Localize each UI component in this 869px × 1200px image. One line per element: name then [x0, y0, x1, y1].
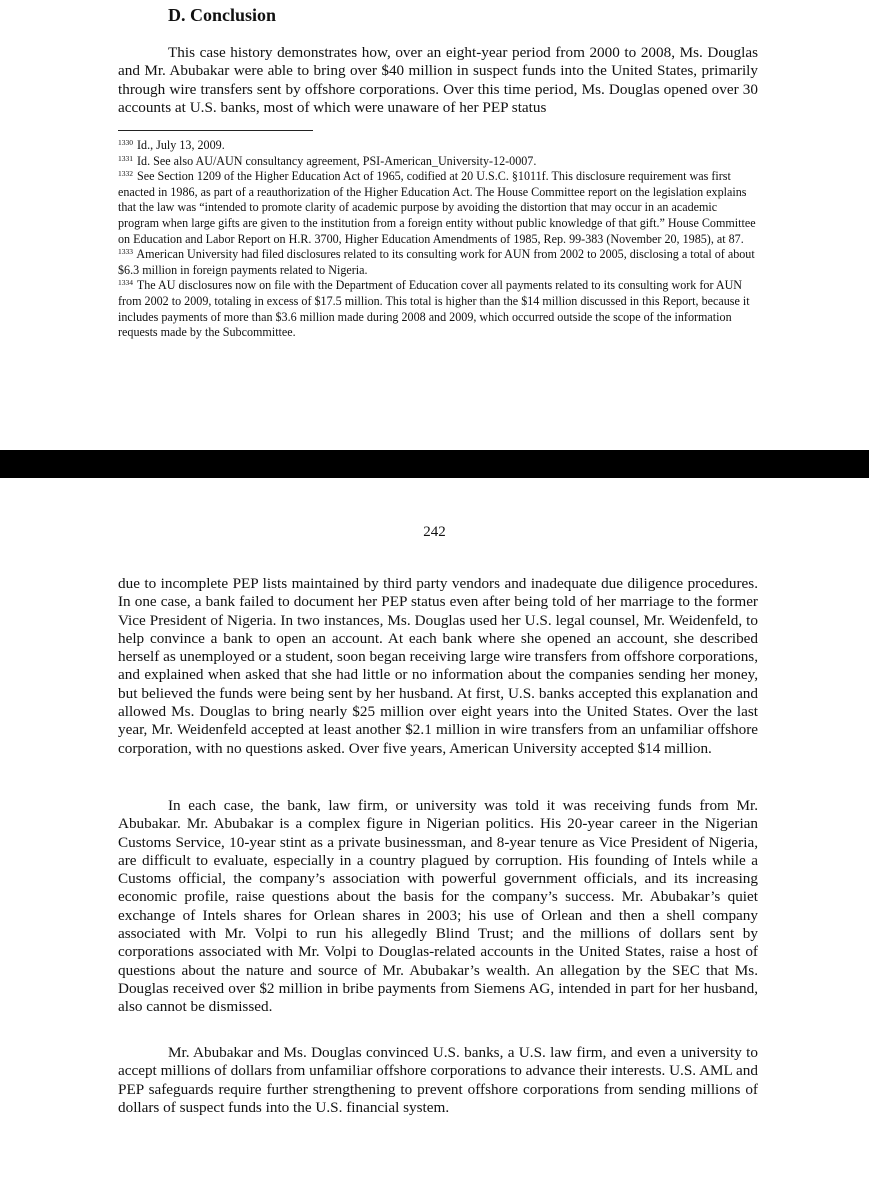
bottom-page	[0, 478, 869, 1200]
body-paragraph: Mr. Abubakar and Ms. Douglas convinced U.S. banks, a U.S. law firm, and even a university to accept millions of dollars from unfamiliar offshore corporations to advance their interests. U.S. AML and PEP safeguards require further strengthening to prevent offshore corporations from sending millions of dollars of suspect funds into the U.S. financial system.	[118, 1044, 758, 1116]
footnote	[118, 247, 758, 278]
footnote-text: American University had filed disclosures related to its consulting work for AUN from 2002 to 2005, disclosing a total of about $6.3 million in foreign payments related to Nigeria.	[118, 247, 755, 277]
footnote-number: 1333	[118, 247, 133, 257]
footnote-text: Id. See also AU/AUN consultancy agreement, PSI-American_University-12-0007.	[137, 153, 537, 168]
footnote	[118, 169, 758, 247]
footnote-text: The AU disclosures now on file with the Department of Education cover all payments related to its consulting work for AUN from 2002 to 2009, totaling in excess of $17.5 million. This total is higher than the $14 million discussed in this Report, because it includes payments of more than $3.6 million made during 2008 and 2009, which occurred outside the scope of the information requests made by the Subcommittee.	[118, 278, 750, 340]
footnote	[118, 278, 758, 340]
footnotes	[118, 138, 758, 341]
footnote-number: 1331	[118, 153, 133, 163]
top-page	[0, 0, 869, 450]
footnote-text: Id., July 13, 2009.	[137, 138, 225, 152]
footnote-number: 1334	[118, 278, 133, 288]
footnote-separator	[118, 130, 313, 131]
footnote	[118, 138, 758, 154]
section-heading: D. Conclusion	[168, 5, 277, 25]
body-paragraph: due to incomplete PEP lists maintained by third party vendors and inadequate due diligence procedures. In one case, a bank failed to document her PEP status even after being told of her marriage to the former Vice President of Nigeria. In two instances, Ms. Douglas used her U.S. legal counsel, Mr. Weidenfeld, to help convince a bank to open an account. At each bank where she opened an account, she described herself as unemployed or a student, soon began receiving large wire transfers from offshore corporations, and explained when asked that she had little or no information about the companies sending her money, but believed the funds were being sent by her husband. At first, U.S. banks accepted this explanation and allowed Ms. Douglas to bring nearly $25 million over eight years into the United States. Over the last year, Mr. Weidenfeld accepted at least another $2.1 million in wire transfers from an unfamiliar offshore corporation, with no questions asked. Over five years, American University accepted $14 million.	[118, 575, 758, 757]
page-number: 242	[423, 524, 446, 540]
footnote	[118, 154, 758, 170]
footnote-text: See Section 1209 of the Higher Education Act of 1965, codified at 20 U.S.C. §1011f. This disclosure requirement was first enacted in 1986, as part of a reauthorization of the Higher Education Act. The House Committee report on the legislation explains that the law was “intended to promote clarity of academic purpose by avoiding the distortion that may occur in an academic program when large gifts are given to the institution from a foreign entity without public knowledge of that gift.” House Committee on Education and Labor Report on H.R. 3700, Higher Education Amendments of 1985, Rep. 99-383 (November 20, 1985), at 87.	[118, 169, 756, 246]
footnote-number: 1332	[118, 169, 133, 179]
body-paragraph: In each case, the bank, law firm, or university was told it was receiving funds from Mr. Abubakar. Mr. Abubakar is a complex figure in Nigerian politics. His 20-year career in the Nigerian Customs Service, 10-year stint as a private businessman, and 8-year tenure as Vice President of Nigeria, are difficult to evaluate, especially in a country plagued by corruption. His founding of Intels while a Customs official, the company’s association with powerful government officials, and its increasing economic profile, raise questions about the basis for the company’s success. Mr. Abubakar’s quiet exchange of Intels shares for Orlean shares in 2003; his use of Orlean and then a shell company associated with Mr. Volpi to run his allegedly Blind Trust; and the millions of dollars sent by corporations associated with Mr. Volpi to Douglas-related accounts in the United States, raise a host of questions about the nature and source of Mr. Abubakar’s wealth. An allegation by the SEC that Ms. Douglas received over $2 million in bribe payments from Siemens AG, intended in part for her husband, also cannot be dismissed.	[118, 797, 758, 1016]
footnote-number: 1330	[118, 138, 133, 147]
body-paragraph: This case history demonstrates how, over an eight-year period from 2000 to 2008, Ms. Douglas and Mr. Abubakar were able to bring over $40 million in suspect funds into the United States, primarily through wire transfers sent by offshore corporations. Over this time period, Ms. Douglas opened over 30 accounts at U.S. banks, most of which were unaware of her PEP status	[118, 44, 758, 116]
